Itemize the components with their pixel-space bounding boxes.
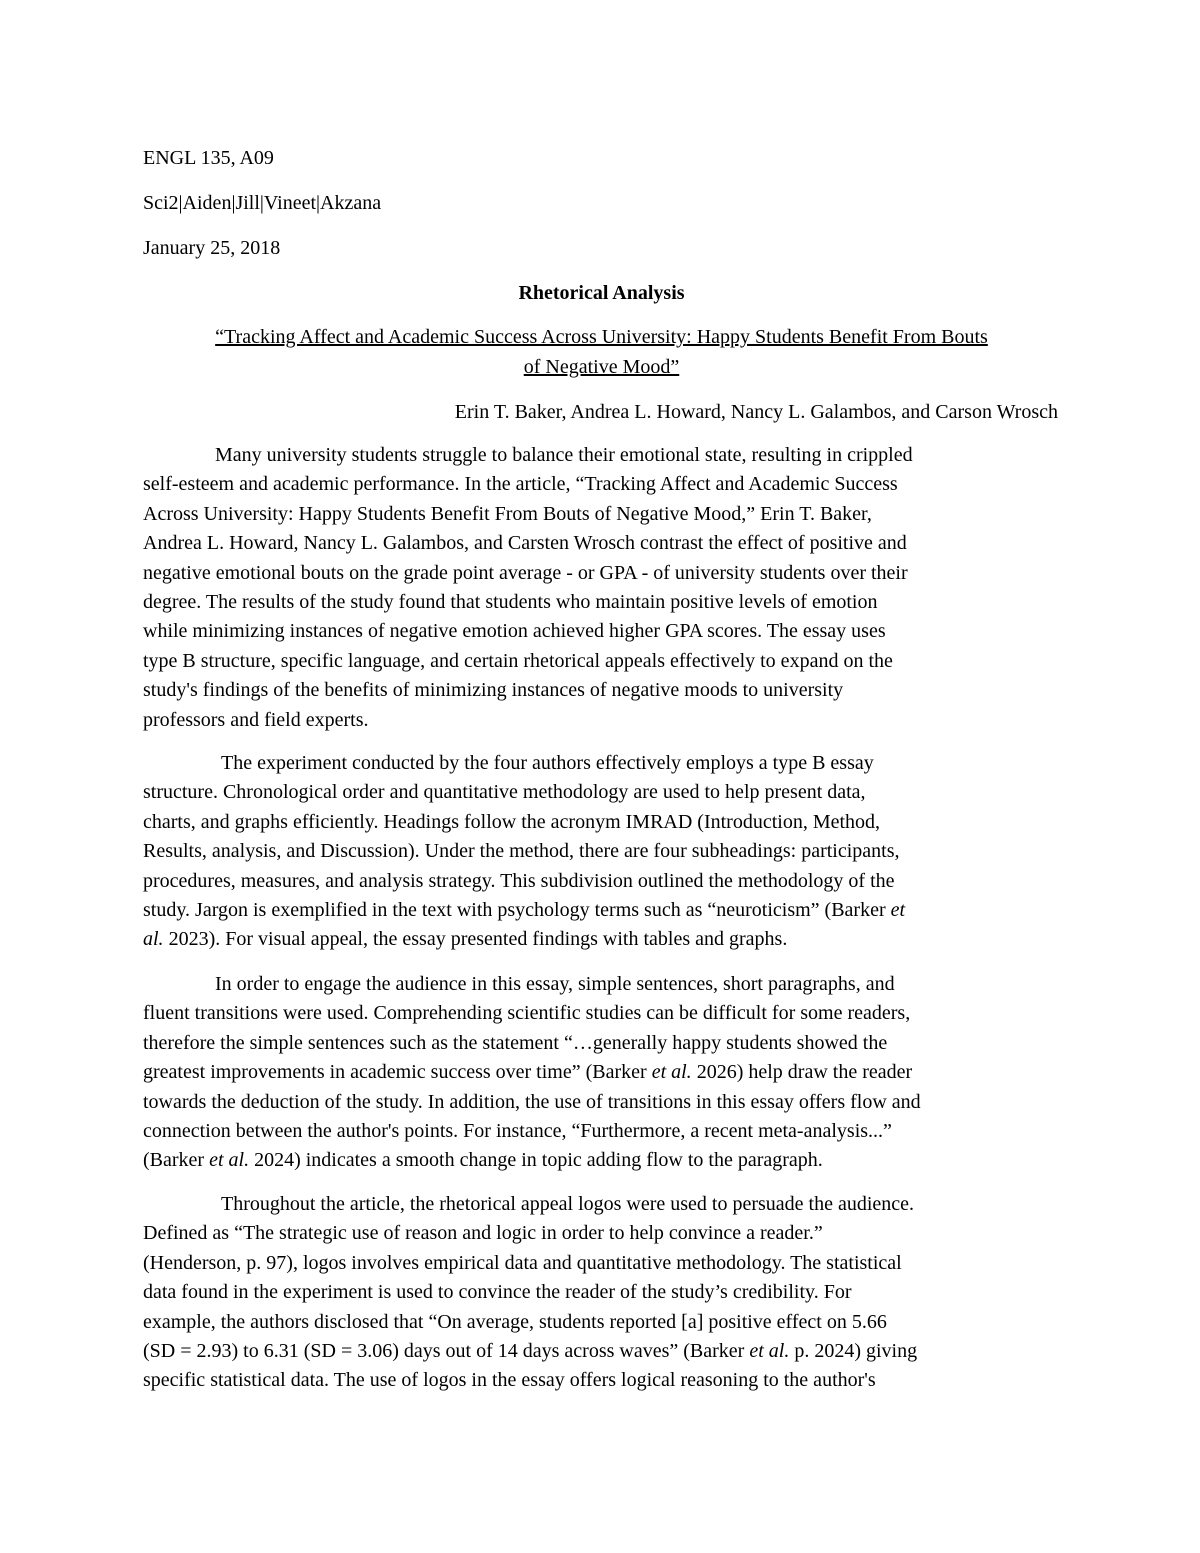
paragraph-line: therefore the simple sentences such as the statement “…generally happy students showed the: [143, 1031, 888, 1054]
paragraph-line: procedures, measures, and analysis strategy. This subdivision outlined the methodology of the: [143, 869, 895, 892]
paragraph-line: (SD = 2.93) to 6.31 (SD = 3.06) days out of 14 days across waves” (Barker et al. p. 2024) giving: [143, 1340, 918, 1363]
group-line: Sci2|Aiden|Jill|Vineet|Akzana: [143, 192, 382, 214]
paragraph-line: (Barker et al. 2024) indicates a smooth change in topic adding flow to the paragraph.: [143, 1149, 823, 1172]
paragraph-line: Defined as “The strategic use of reason and logic in order to help convince a reader.”: [143, 1222, 823, 1245]
paragraph-line: negative emotional bouts on the grade point average - or GPA - of university students over their: [143, 561, 908, 584]
paragraph-line: while minimizing instances of negative emotion achieved higher GPA scores. The essay uses: [143, 620, 886, 643]
article-title-line-2: of Negative Mood”: [523, 356, 680, 378]
paragraph-line: greatest improvements in academic success over time” (Barker et al. 2026) help draw the reader: [143, 1061, 913, 1084]
paragraph-line: In order to engage the audience in this essay, simple sentences, short paragraphs, and: [215, 973, 895, 995]
paragraph-line: study's findings of the benefits of minimizing instances of negative moods to university: [143, 679, 844, 702]
article-title: [143, 322, 1060, 382]
paragraph-line: type B structure, specific language, and certain rhetorical appeals effectively to expand on the: [143, 649, 893, 672]
paragraph-1: [143, 441, 1060, 735]
paragraph-line: professors and field experts.: [143, 708, 369, 731]
paragraph-line: Across University: Happy Students Benefit From Bouts of Negative Mood,” Erin T. Baker,: [143, 502, 872, 525]
paragraph-line: self-esteem and academic performance. In the article, “Tracking Affect and Academic Success: [143, 473, 898, 496]
paragraph-line: Results, analysis, and Discussion). Under the method, there are four subheadings: participants,: [143, 840, 900, 863]
paragraph-3: [143, 970, 1060, 1176]
paragraph-4: [143, 1190, 1060, 1396]
paragraph-line: degree. The results of the study found that students who maintain positive levels of emotion: [143, 591, 878, 614]
paragraph-line: Many university students struggle to balance their emotional state, resulting in crippled: [215, 444, 913, 466]
paragraph-line: Andrea L. Howard, Nancy L. Galambos, and Carsten Wrosch contrast the effect of positive and: [143, 532, 907, 555]
paragraph-line: charts, and graphs efficiently. Headings follow the acronym IMRAD (Introduction, Method,: [143, 810, 881, 833]
paragraph-line: data found in the experiment is used to convince the reader of the study’s credibility. For: [143, 1281, 852, 1304]
paragraph-line: fluent transitions were used. Comprehending scientific studies can be difficult for some readers,: [143, 1002, 911, 1025]
paragraph-2: [143, 749, 1060, 955]
article-title-line-1: “Tracking Affect and Academic Success Across University: Happy Students Benefit From Bouts: [215, 326, 988, 348]
paragraph-line: al. 2023). For visual appeal, the essay presented findings with tables and graphs.: [143, 928, 788, 951]
paragraph-line: The experiment conducted by the four authors effectively employs a type B essay: [221, 752, 874, 774]
paragraph-line: example, the authors disclosed that “On average, students reported [a] positive effect on 5.66: [143, 1310, 887, 1333]
paragraph-line: towards the deduction of the study. In addition, the use of transitions in this essay offers flow and: [143, 1090, 921, 1113]
paragraph-line: connection between the author's points. For instance, “Furthermore, a recent meta-analysis...”: [143, 1120, 892, 1143]
paragraph-line: Throughout the article, the rhetorical appeal logos were used to persuade the audience.: [221, 1193, 915, 1215]
course-line: ENGL 135, A09: [143, 147, 274, 169]
authors-line: Erin T. Baker, Andrea L. Howard, Nancy L. Galambos, and Carson Wrosch: [454, 401, 1058, 423]
paragraph-line: study. Jargon is exemplified in the text with psychology terms such as “neuroticism” (Barker et: [143, 899, 906, 922]
paragraph-line: structure. Chronological order and quantitative methodology are used to help present data,: [143, 781, 866, 804]
date-line: January 25, 2018: [143, 237, 281, 259]
essay-title: Rhetorical Analysis: [518, 282, 685, 304]
paragraph-line: (Henderson, p. 97), logos involves empirical data and quantitative methodology. The statistical: [143, 1251, 902, 1274]
paragraph-line: specific statistical data. The use of logos in the essay offers logical reasoning to the author's: [143, 1369, 876, 1392]
